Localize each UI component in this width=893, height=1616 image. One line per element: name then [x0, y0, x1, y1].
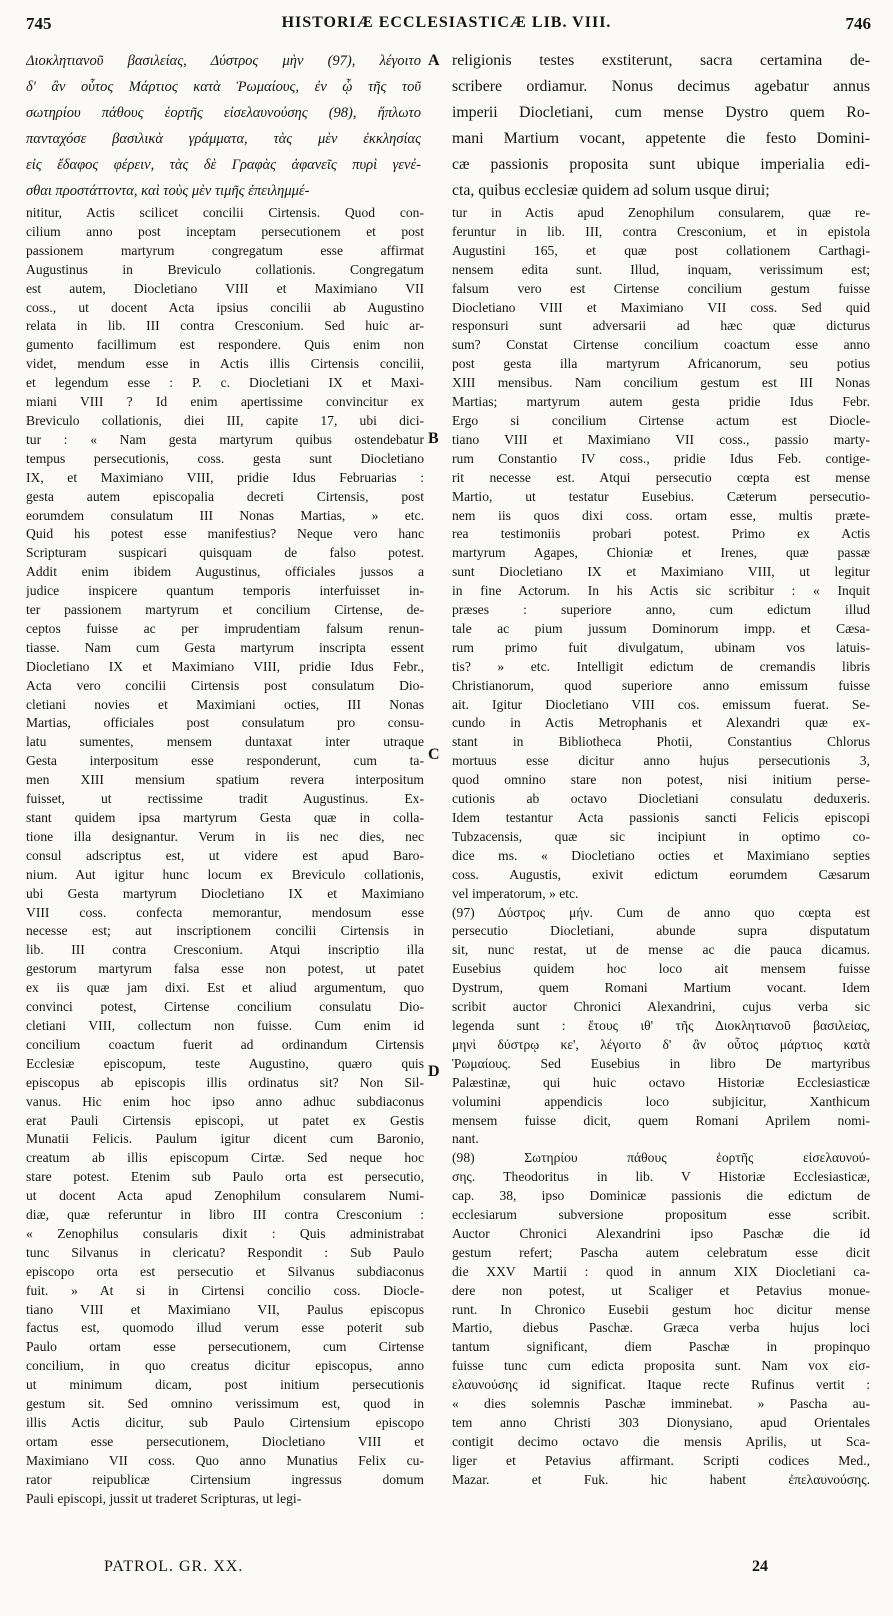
text-line: rit necesse est. Atqui persecutio cœpta est mense	[452, 469, 870, 485]
text-line: religionis testes exstiterunt, sacra certamina de-	[452, 52, 870, 69]
footer-signature: 24	[752, 1558, 768, 1575]
text-line: responsuri sunt adversarii ad hæc quæ dicturus	[452, 318, 870, 334]
text-line: ut minimum dicam, post initium persecutionis	[26, 1377, 424, 1393]
text-line: est autem, Diocletiano VIII et Maximiano VII	[26, 280, 424, 296]
text-line: sunt Diocletiano IX et Maximiano VIII, ut legitur	[452, 564, 870, 580]
text-line: eorumdem consulatum III Nonas Martias, » etc.	[26, 507, 424, 523]
text-line: tale ac pium jussum Dominorum impp. et Cæsa-	[452, 620, 870, 636]
text-line: nem iis quos dixi coss. ortam esse, multis præte-	[452, 507, 870, 523]
text-line: martyrum Agapes, Chioniæ et Irenes, quæ passæ	[452, 545, 870, 561]
text-line: lib. III contra Cresconium. Atqui inscriptio illa	[26, 942, 424, 958]
page-number-left: 745	[26, 14, 52, 33]
text-line: cletiani VIII, collectum non fuisse. Cum enim id	[26, 1017, 424, 1033]
text-line: mensem fuisse dicit, quem Romani Aprilem nomi-	[452, 1112, 870, 1128]
margin-marker-a: A	[428, 52, 440, 69]
text-line: « dies solemnis Paschæ imminebat. » Pascha au-	[452, 1396, 870, 1412]
text-line: gestum refert; Pascha autem celebratum esse dicit	[452, 1244, 870, 1260]
text-line: tem anno Christi 303 Dionysiano, apud Orientales	[452, 1415, 870, 1430]
text-line: concilium, in quo creatus dicitur episcopus, anno	[26, 1358, 424, 1374]
text-line: vanus. Hic enim hoc ipso anno adhuc subdiaconus	[26, 1093, 424, 1109]
text-line: cap. 38, ipso Dominicæ passionis die edictum de	[452, 1188, 870, 1204]
text-line: miani VIII ? Id enim apertissime convincitur ex	[26, 394, 424, 410]
text-line: ubi Gesta martyrum Diocletiano IX et Maximiano	[26, 885, 424, 901]
text-line: tur in Actis apud Zenophilum consularem, quæ re-	[452, 205, 870, 220]
text-line: Martio, diebus Paschæ. Græca verba hujus loci	[452, 1320, 870, 1336]
text-line: ceptos fuisse ac per imprudentiam falsum renun-	[26, 620, 424, 636]
text-line: tempus persecutionis, coss. gesta sunt Diocletiano	[26, 450, 424, 466]
text-line: tis? » etc. Intelligit edictum de cremandis libris	[452, 658, 870, 674]
left-notes-column	[26, 204, 424, 1509]
text-line: et legendum esse : P. c. Diocletiani IX et Maxi-	[26, 375, 424, 391]
text-line: tiano VIII et Maximiano VII coss., passio marty-	[452, 431, 870, 447]
text-line: illis Actis dicitur, sub Paulo Cirtensium episcopo	[26, 1415, 424, 1430]
text-line: Gesta interpositum esse responderunt, cum ta-	[26, 753, 424, 769]
text-line: δ' ἂν οὗτος Μάρτιος κατὰ Ῥωμαίους, ἐν ᾧ τῆς τοῦ	[26, 79, 421, 95]
text-line: fuit. » At si in Cirtensi concilio coss. Diocle-	[26, 1282, 424, 1298]
text-line: convinci potest, Cirtense concilium consulatu Dio-	[26, 999, 424, 1015]
text-line: ut docent Acta apud Zenophilum consularem Numi-	[26, 1188, 424, 1204]
margin-marker-b: B	[428, 430, 439, 447]
text-line: Ergo si concilium Cirtense actum est Diocle-	[452, 412, 870, 428]
text-line: Dystrum, quem Romani Martium vocant. Idem	[452, 980, 870, 996]
running-title: HISTORIÆ ECCLESIASTICÆ LIB. VIII.	[281, 14, 612, 31]
latin-translation-column	[452, 48, 870, 204]
text-line: men XIII mensium spatium revera interpositum	[26, 772, 424, 788]
text-line: tur : « Nam gesta martyrum quibus ostendebatur	[26, 431, 424, 447]
text-line: cilium anno post inceptam persecutionem et post	[26, 223, 424, 239]
text-line: gestorum martyrum falsa esse non potest, ut patet	[26, 961, 424, 977]
text-line: Tubzacensis, quæ sic incipiunt in optimo co-	[452, 828, 870, 844]
text-line: episcopus ab episcopis illis ordinatus sit? Non Sil-	[26, 1074, 424, 1090]
text-line: mortuus esse dicitur anno hujus persecutionis 3,	[452, 753, 870, 769]
text-line: Addit enim ibidem Augustinus, officiales jussos a	[26, 564, 424, 580]
text-line: creatum ab illis episcopum Cirtæ. Sed neque hoc	[26, 1150, 424, 1166]
margin-marker-c: C	[428, 746, 440, 763]
page-number-right: 746	[845, 14, 871, 33]
text-line: Munatii Felicis. Paulum igitur dicent cum Baronio,	[26, 1131, 424, 1147]
text-line: tunc Silvanus in clericatu? Respondit : Sub Paulo	[26, 1244, 424, 1260]
text-line: coss., ut docent Acta ipsius concilii ab Augustino	[26, 299, 424, 315]
text-line: nititur, Actis scilicet concilii Cirtensis. Quod con-	[26, 205, 424, 220]
text-line: rator reipublicæ Cirtensium ingressus domum	[26, 1471, 424, 1487]
text-line: fuisset, ut rectissime tradit Augustinus. Ex-	[26, 791, 424, 807]
text-line: Christianorum, quod superiore anno emissum fuisse	[452, 677, 870, 693]
text-line: stant quidem ipsa martyrum Gesta quæ in colla-	[26, 810, 424, 825]
text-line: imperii Diocletiani, cum mense Dystro quem Ro-	[452, 104, 870, 121]
text-line: tiasse. Nam cum Gesta martyrum inscripta essent	[26, 639, 424, 655]
text-line: μηνὶ δύστρῳ κε', λέγοιτο δ' ἂν οὗτος μάρτιος κατὰ	[452, 1036, 870, 1052]
text-line: Acta vero concilii Cirtensis post consulatum Dio-	[26, 677, 424, 693]
text-line: erat Pauli Cirtensis episcopi, ut patet ex Gestis	[26, 1112, 424, 1128]
text-line: judice inspicere quantum temporis interfuisset in-	[26, 583, 424, 599]
text-line: Martias, officiales post consulatum pro consu-	[26, 715, 424, 731]
text-line: gumento facillimum est respondere. Quis enim non	[26, 337, 424, 353]
text-line: gestum sit. Sed omnino verissimum est, quod in	[26, 1396, 424, 1412]
text-line: Quid his potest esse manifestius? Neque vero hanc	[26, 526, 424, 542]
text-line: coss. Augustis, exivit edictum eorumdem Cæsarum	[452, 866, 870, 882]
text-line: εἰς ἔδαφος φέρειν, τὰς δὲ Γραφὰς ἀφανεῖς πυρὶ γενέ-	[26, 157, 421, 173]
text-line: persecutio Diocletiani, abunde supra disputatum	[452, 923, 870, 939]
text-line: IX, et Maximiano VIII, pridie Idus Februarias :	[26, 469, 424, 485]
text-line: Eusebius quidem hoc loco ait mensem fuisse	[452, 961, 870, 977]
text-line: quod omnino stare non potest, nisi initium perse-	[452, 772, 870, 788]
text-line: rum primo fuit divulgatum, ubinam vos latuis-	[452, 639, 870, 655]
text-line: Ῥωμαίους. Sed Eusebius in libro De martyribus	[452, 1055, 870, 1071]
text-line: ter passionem martyrum et concilium Cirtense, de-	[26, 602, 424, 618]
text-line: legenda sunt : ἔτους ιθ' τῆς Διοκλητιανοῦ βασιλείας,	[452, 1017, 870, 1033]
text-line: Maximiano VII coss. Quo anno Munatius Felix cu-	[26, 1452, 424, 1468]
text-line: contigit decimo octavo die mensis Aprilis, ut Sca-	[452, 1433, 870, 1449]
text-line: Auctor Chronici Alexandrini ipso Paschæ die id	[452, 1225, 870, 1241]
text-line: Breviculo collationis, diei III, capite 17, ubi dici-	[26, 412, 424, 428]
text-line: necesse est; aut inscriptionem concilii Cirtensis in	[26, 923, 424, 939]
text-line: cæ passionis proposita sunt ubique imperialia edi-	[452, 156, 870, 173]
text-line: cletiani novies et Maximiani octies, III Nonas	[26, 696, 424, 712]
text-line: dice ms. « Diocletiano octies et Maximiano septies	[452, 847, 870, 863]
text-line: tantum significant, diem Paschæ in propinquo	[452, 1339, 870, 1355]
margin-marker-d: D	[428, 1063, 440, 1080]
text-line: stare potest. Etenim sub Paulo orta est persecutio,	[26, 1169, 424, 1185]
text-line: cta, quibus ecclesiæ quidem ad solum usque dirui;	[452, 182, 770, 199]
text-line: σης. Theodoritus in lib. V Historiæ Ecclesiasticæ,	[452, 1169, 870, 1185]
text-line: rum Constantio IV coss., pridie Idus Feb. contige-	[452, 450, 870, 466]
text-line: feruntur in lib. III, contra Cresconium, et in epistola	[452, 223, 870, 239]
text-line: Idem testantur Acta passionis sancti Felicis episcopi	[452, 810, 870, 825]
text-line: ait. Igitur Diocletiano VIII cos. emissum fuerat. Se-	[452, 696, 870, 712]
text-line: ελαυνούσης id significat. Itaque recte Rufinus vertit :	[452, 1377, 870, 1393]
text-line: nensem edita sunt. Illud, inquam, verissimum est;	[452, 261, 870, 277]
text-line: tiano VIII et Maximiano VII, Paulus episcopus	[26, 1301, 424, 1317]
text-line: stant in Bibliotheca Photii, Constantius Chlorus	[452, 734, 870, 750]
text-line: Augustinus in Breviculo collationis. Congregatum	[26, 261, 424, 277]
text-line: dere non potest, ut Scaliger et Petavius monue-	[452, 1282, 870, 1298]
text-line: factus est, quomodo illud verum esse poterit sub	[26, 1320, 424, 1336]
text-line: nium. Aut igitur hunc locum ex Breviculo collationis,	[26, 866, 424, 882]
text-line: diæ, quæ referuntur in libro III contra Cresconium :	[26, 1207, 424, 1223]
text-line: Diocletiano VIII et Maximiano VII coss. Sed quid	[452, 299, 870, 315]
text-line: Scripturam suspicari quisquam de falso potest.	[26, 545, 424, 561]
text-line: runt. In Chronico Eusebii gestum hoc dicitur mense	[452, 1301, 870, 1317]
text-line: fuisse tunc cum edicta proposita sunt. Nam vox εἰσ-	[452, 1358, 870, 1374]
text-line: nant.	[452, 1131, 479, 1147]
greek-text-column	[26, 48, 421, 204]
text-line: (98) Σωτηρίου πάθους ἑορτῆς εἰσελαυνού-	[452, 1150, 870, 1166]
text-line: σθαι προστάττοντα, καὶ τοὺς μὲν τιμῆς ἐπειλημμέ-	[26, 183, 310, 199]
right-notes-column	[452, 204, 870, 1490]
text-line: latu sumentes, mensem duntaxat inter utraque	[26, 734, 424, 750]
text-line: scribere ordiamur. Nonus decimus agebatur annus	[452, 78, 870, 95]
text-line: ortam esse persecutionem, Diocletiano VIII et	[26, 1433, 424, 1449]
text-line: Martias; martyrum autem gesta pridie Idus Febr.	[452, 394, 870, 410]
text-line: passionem martyrum congregatum esse affirmat	[26, 242, 424, 258]
text-line: liger et Petavius affirmant. Scripti codices Med.,	[452, 1452, 870, 1468]
text-line: Palæstinæ, qui huic octavo Historiæ Ecclesiasticæ	[452, 1074, 870, 1090]
text-line: post gesta illa martyrum Africanorum, seu potius	[452, 356, 870, 372]
text-line: XIII mensibus. Nam concilium gestum est III Nonas	[452, 375, 870, 391]
text-line: « Zenophilus consularis dixit : Quis administrabat	[26, 1225, 424, 1241]
text-line: Paulo ortam esse persecutionem, cum Cirtense	[26, 1339, 424, 1355]
text-line: mani Martium vocant, appetente die festo Domini-	[452, 130, 870, 147]
text-line: (97) Δύστρος μήν. Cum de anno quo cœpta est	[452, 904, 870, 920]
text-line: Mazar. et Fuk. hic habent ἐπελαυνούσης.	[452, 1471, 870, 1487]
text-line: VIII coss. confecta memorantur, mendosum esse	[26, 904, 424, 920]
text-line: gesta autem episcopalia decreti Cirtensis, post	[26, 488, 424, 504]
text-line: Διοκλητιανοῦ βασιλείας, Δύστρος μὴν (97), λέγοιτο	[26, 53, 421, 69]
text-line: consul adscriptus est, ut videre est apud Baro-	[26, 847, 424, 863]
text-line: vel imperatorum, » etc.	[452, 885, 579, 901]
text-line: sit, nunc restat, ut de mense ac die pauca dicamus.	[452, 942, 870, 958]
text-line: σωτηρίου πάθους ἑορτῆς εἰσελαυνούσης (98), ἥπλωτο	[26, 105, 421, 121]
text-line: rea testimoniis probari potest. Primo ex Actis	[452, 526, 870, 542]
text-line: tione illa designantur. Verum in iis nec dies, nec	[26, 828, 424, 844]
text-line: cutionis ab octavo Diocletiani consulatu deduxeris.	[452, 791, 870, 807]
text-line: volumini appendicis loco subjicitur, Xanthicum	[452, 1093, 870, 1109]
text-line: Augustini 165, et quæ post collationem Carthagi-	[452, 242, 870, 258]
text-line: falsum vero est Cirtense concilium gestum fuisse	[452, 280, 870, 296]
text-line: Martio, ut testatur Eusebius. Cæterum persecutio-	[452, 488, 870, 504]
text-line: Ecclesiæ episcopum, teste Augustino, quæro quis	[26, 1055, 424, 1071]
text-line: in fine Actorum. In his Actis sic scribitur : « Inquit	[452, 583, 870, 599]
footer-series: PATROL. GR. XX.	[104, 1558, 244, 1575]
text-line: sum? Constat Cirtense concilium coactum esse anno	[452, 337, 870, 353]
text-line: relata in lib. III contra Cresconium. Sed huic ar-	[26, 318, 424, 334]
text-line: Pauli episcopi, jussit ut traderet Scripturas, ut legi-	[26, 1490, 302, 1506]
text-line: scribit auctor Chronici Alexandrini, cujus verba sic	[452, 999, 870, 1015]
text-line: concilium coactum fuerit ad ordinandum Cirtensis	[26, 1036, 424, 1052]
text-line: præses : superiore anno, cum edictum illud	[452, 602, 870, 618]
text-line: videt, mendum esse in Actis illis Cirtensis concilii,	[26, 356, 424, 372]
text-line: ecclesiarum subversione propositum esse scribit.	[452, 1207, 870, 1223]
text-line: episcopo orta est persecutio et Silvanus subdiaconus	[26, 1263, 424, 1279]
text-line: Diocletiano IX et Maximiano VIII, pridie Idus Febr.,	[26, 658, 424, 674]
text-line: ex iis quæ jam dixi. Est et aliud argumentum, quo	[26, 980, 424, 996]
text-line: πανταχόσε βασιλικὰ γράμματα, τὰς μὲν ἐκκλησίας	[26, 131, 421, 147]
text-line: die XXV Martii : quod in annum XIX Diocletiani ca-	[452, 1263, 870, 1279]
text-line: cundo in Actis Metrophanis et Alexandri quæ ex-	[452, 715, 870, 731]
